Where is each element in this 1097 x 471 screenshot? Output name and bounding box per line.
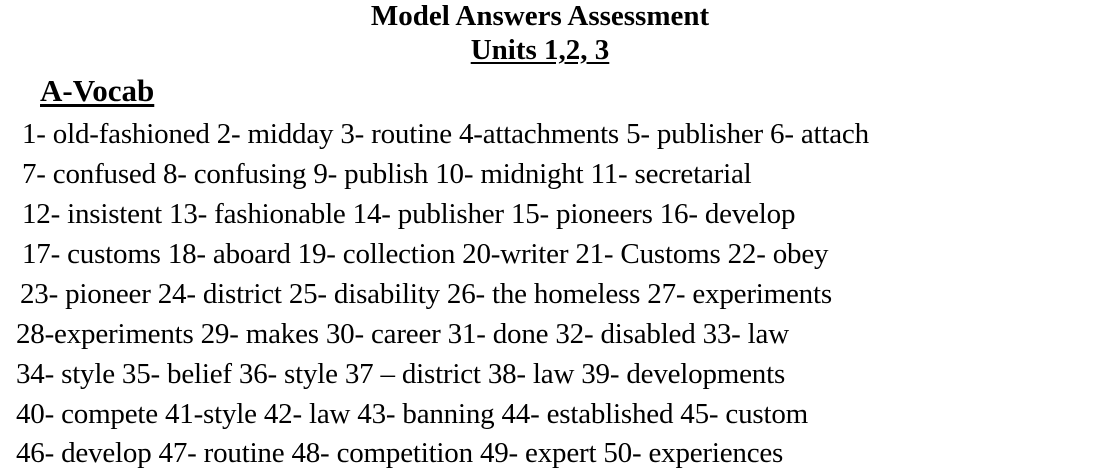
section-heading: A-Vocab bbox=[40, 73, 155, 108]
document-title: Model Answers Assessment bbox=[370, 0, 710, 32]
answer-line: 28-experiments 29- makes 30- career 31- done 32- disabled 33- law bbox=[16, 318, 789, 350]
answer-line: 40- compete 41-style 42- law 43- banning 44- established 45- custom bbox=[16, 398, 808, 430]
answer-line: 7- confused 8- confusing 9- publish 10- midnight 11- secretarial bbox=[22, 158, 752, 190]
answer-line: 1- old-fashioned 2- midday 3- routine 4-attachments 5- publisher 6- attach bbox=[22, 118, 869, 150]
answer-line: 46- develop 47- routine 48- competition 49- expert 50- experiences bbox=[16, 437, 784, 469]
answer-line: 23- pioneer 24- district 25- disability 26- the homeless 27- experiments bbox=[20, 278, 832, 310]
document-subtitle: Units 1,2, 3 bbox=[470, 34, 610, 66]
answer-line: 34- style 35- belief 36- style 37 – district 38- law 39- developments bbox=[16, 358, 786, 390]
answer-line: 17- customs 18- aboard 19- collection 20-writer 21- Customs 22- obey bbox=[22, 238, 829, 270]
answer-line: 12- insistent 13- fashionable 14- publisher 15- pioneers 16- develop bbox=[22, 198, 796, 230]
